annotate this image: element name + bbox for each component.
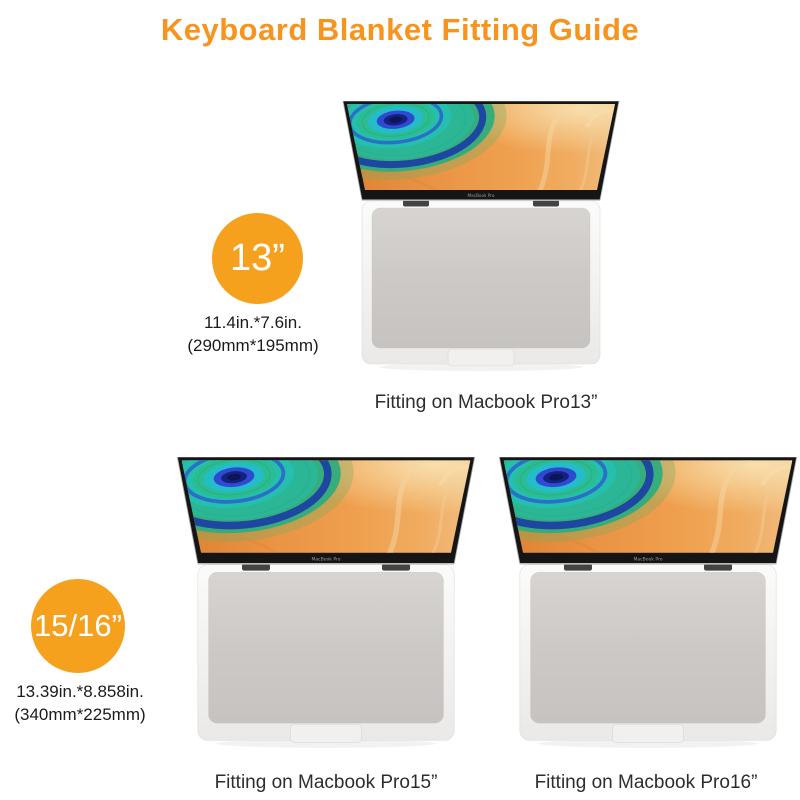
dimensions-15-16: [0, 680, 160, 726]
caption-macbook-pro16: Fitting on Macbook Pro16”: [534, 772, 758, 793]
laptop-16-image: [497, 457, 799, 750]
caption-macbook-pro13: Fitting on Macbook Pro13”: [374, 392, 598, 413]
dimensions-15-16-millimeters: (340mm*225mm): [14, 705, 146, 724]
dimensions-15-16-inches: 13.39in.*8.858in.: [16, 682, 144, 701]
size-badge-15-16-label: 15/16”: [34, 608, 122, 643]
dimensions-13-inches: 11.4in.*7.6in.: [204, 313, 302, 332]
laptop-13-image: [341, 101, 621, 373]
dimensions-13: [153, 311, 353, 357]
page-title: Keyboard Blanket Fitting Guide: [160, 12, 640, 47]
size-badge-13: [212, 213, 303, 304]
size-badge-15-16: [31, 579, 125, 673]
dimensions-13-millimeters: (290mm*195mm): [187, 336, 319, 355]
caption-macbook-pro15: Fitting on Macbook Pro15”: [214, 772, 438, 793]
size-badge-13-label: 13”: [230, 237, 285, 279]
laptop-15-image: [175, 457, 477, 750]
